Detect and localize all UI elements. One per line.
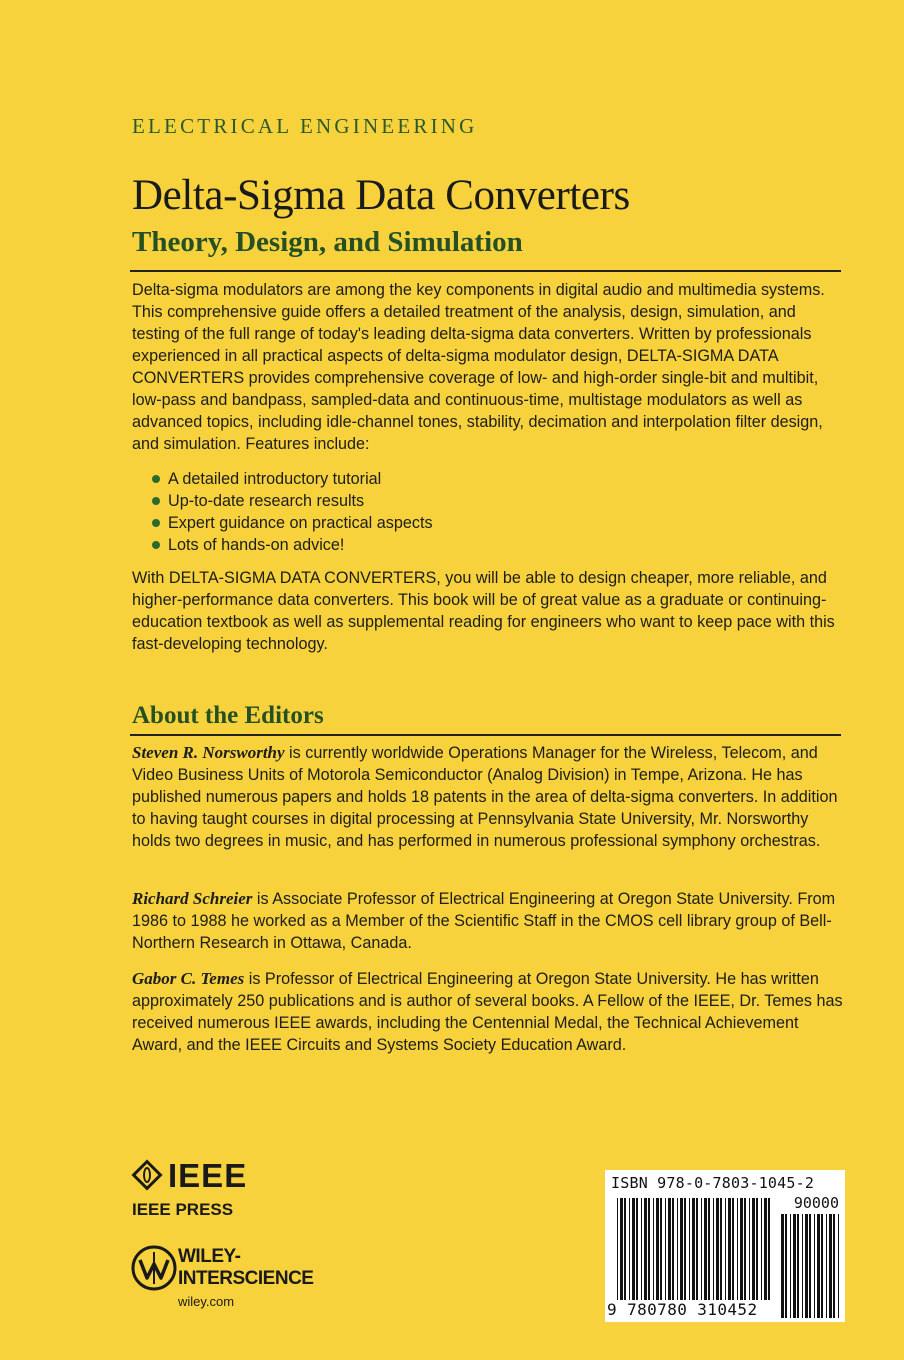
feature-item [152, 468, 433, 490]
feature-text: Lots of hands-on advice! [168, 536, 345, 554]
wiley-name-line2: INTERSCIENCE [178, 1268, 314, 1289]
feature-text: Expert guidance on practical aspects [168, 514, 433, 532]
editor-bio-text: is Professor of Electrical Engineering at Oregon State University. He has written approximately 250 publications and is author of several books. A Fellow of the IEEE, Dr. Temes has received numerous IEEE awards, including the Centennial Medal, the Technical Achievement Award, and the IEEE Circuits and Systems Society Education Award. [132, 970, 843, 1054]
feature-item [152, 534, 433, 556]
book-subtitle: Theory, Design, and Simulation [132, 226, 523, 258]
category-label: ELECTRICAL ENGINEERING [132, 114, 478, 138]
book-title: Delta-Sigma Data Converters [132, 172, 630, 219]
about-rule [130, 734, 841, 736]
ieee-logo [132, 1157, 272, 1196]
bullet-icon [152, 475, 160, 483]
bullet-icon [152, 519, 160, 527]
editor-name: Richard Schreier [132, 889, 253, 908]
editor-name: Steven R. Norsworthy [132, 743, 285, 762]
barcode-bars-icon [617, 1198, 773, 1300]
bullet-icon [152, 497, 160, 505]
wiley-url: wiley.com [178, 1294, 235, 1309]
barcode-digits: 9 780780 310452 [607, 1300, 758, 1319]
closing-paragraph: With DELTA-SIGMA DATA CONVERTERS, you will be able to design cheaper, more reliable, and higher-performance data converters. This book will be of great value as a graduate or continuing-education textbook as well as supplemental reading for engineers who want to keep pace with this fast-developing technology. [132, 569, 835, 653]
editor-bio-text: is Associate Professor of Electrical Engineering at Oregon State University. From 1986 to 1988 he worked as a Member of the Scientific Staff in the CMOS cell library group of Bell-Northern Research in Ottawa, Canada. [132, 890, 836, 952]
feature-text: Up-to-date research results [168, 492, 365, 510]
editor-bio [132, 888, 844, 954]
bullet-icon [152, 541, 160, 549]
feature-list [152, 468, 433, 556]
about-heading: About the Editors [132, 702, 324, 729]
wiley-logo-icon [130, 1244, 178, 1292]
ieee-press-label: IEEE PRESS [132, 1200, 234, 1219]
barcode [605, 1170, 845, 1322]
wiley-name-line1: WILEY- [178, 1246, 241, 1267]
barcode-addon-bars-icon [781, 1214, 839, 1318]
barcode-isbn: ISBN 978-0-7803-1045-2 [611, 1174, 815, 1192]
book-description: Delta-sigma modulators are among the key components in digital audio and multimedia systems. This comprehensive guide offers a detailed treatment of the analysis, design, simulation, and testing of the full range of today's leading delta-sigma data converters. Written by professionals experienced in all practical aspects of delta-sigma modulator design, DELTA-SIGMA DATA CONVERTERS provides comprehensive coverage of low- and high-order single-bit and multibit, low-pass and bandpass, sampled-data and continuous-time, multistage modulators as well as advanced topics, including idle-channel tones, stability, decimation and interpolation filter design, and simulation. Features include: [132, 281, 825, 453]
feature-text: A detailed introductory tutorial [168, 470, 382, 488]
barcode-price-code: 90000 [793, 1194, 839, 1212]
ieee-diamond-inner-icon [143, 1167, 151, 1183]
feature-item [152, 490, 433, 512]
top-rule [130, 270, 841, 272]
feature-item [152, 512, 433, 534]
ieee-logo-text: IEEE [168, 1157, 248, 1194]
editor-bio [132, 742, 844, 852]
editor-bio [132, 968, 844, 1056]
editor-name: Gabor C. Temes [132, 969, 245, 988]
editor-bio-text: is currently worldwide Operations Manager for the Wireless, Telecom, and Video Business Units of Motorola Semiconductor (Analog Division) in Tempe, Arizona. He has published numerous papers and holds 18 patents in the area of delta-sigma converters. In addition to having taught courses in digital processing at Pennsylvania State University, Mr. Norsworthy holds two degrees in music, and has performed in numerous professional symphony orchestras. [132, 744, 838, 850]
